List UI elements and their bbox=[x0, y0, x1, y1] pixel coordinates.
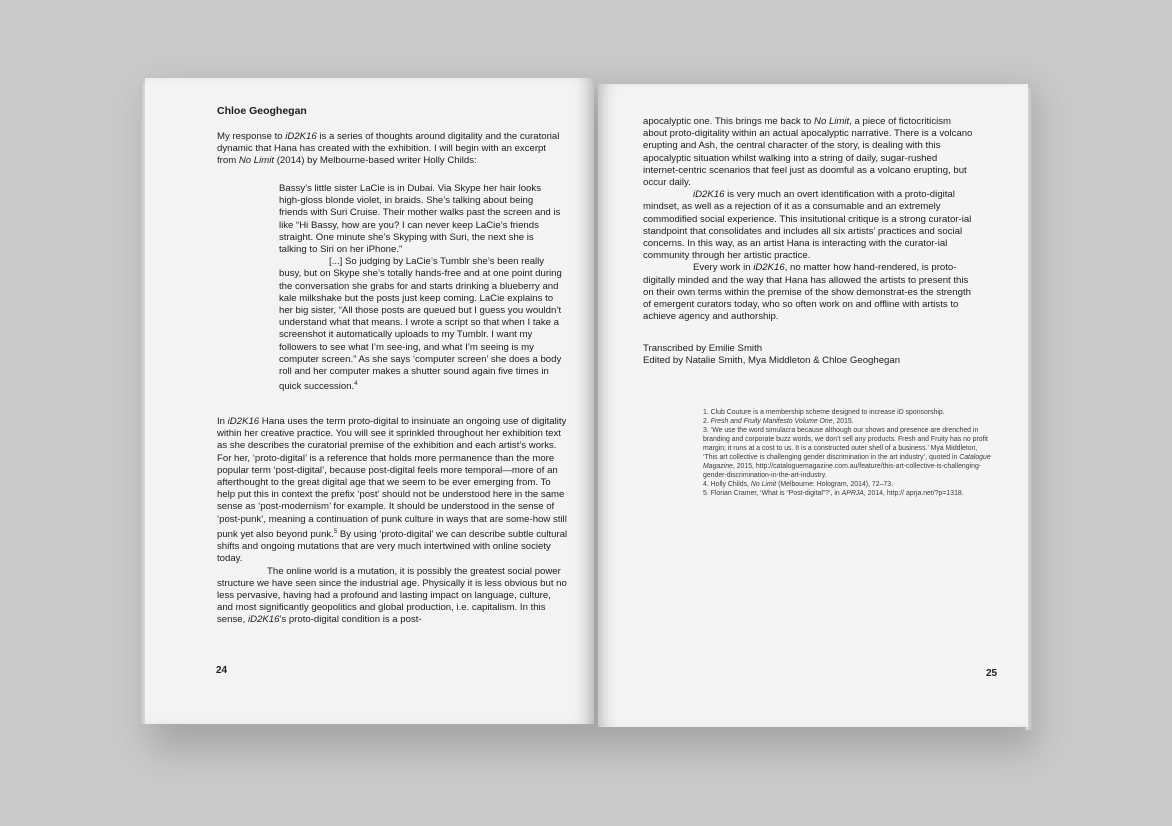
footnote-1: 1. Club Couture is a membership scheme designed to increase iD sponsorship. bbox=[703, 409, 945, 416]
block-quote bbox=[279, 183, 564, 394]
right-paragraph-2: iD2K16 is very much an overt identification with a proto-digital mindset, as well as a rejection of it as a consumable and an extremely commodified social experience. This insitutional critique is a strong curator-ial standpoint that consolidates and includes all six artists’ practices and social concerns. In this way, as an artist Hana is interacting with the curator-ial community through her artistic practice. bbox=[643, 189, 972, 262]
footnote-5: 5. Florian Cramer, ‘What is “Post-digital”?’, in APRJA, 2014, http:// aprja.net/?p=1318. bbox=[703, 490, 964, 497]
body-text bbox=[217, 416, 569, 627]
quote-paragraph-2: [...] So judging by LaCie’s Tumblr she’s been really busy, but on Skype she’s totally hands-free and at one point during the conversation she grabs for and starts drinking a blueberry and kale milkshake but the posts just keep coming. LaCie explains to her big sister, “All those posts are queued but I guess you wouldn’t understand what that means. I wrote a script so that when I take a screenshot it automatically uploads to my Tumblr. I want my followers to see what I’m see-ing, and what I’m seeing is my computer screen.” As she says ‘computer screen’ she does a body roll and her computer makes a shutter sound again five times in quick succession.$^4$ bbox=[279, 256, 562, 393]
body-paragraph-2: The online world is a mutation, it is possibly the greatest social power structure we have seen since the industrial age. Physically it is less obvious but no less pervasive, having had a profound and lasting impact on language, culture, and most significantly geopolitics and global production, i.e. capitalism. In this sense, iD2K16’s proto-digital condition is a post- bbox=[217, 565, 567, 626]
credit-transcribed: Transcribed by Emilie Smith bbox=[643, 343, 763, 354]
body-paragraph-1: In iD2K16 Hana uses the term proto-digital to insinuate an ongoing use of digitality within her creative practice. You will see it sprinkled throughout her exhibition text as she describes the curatorial premise of the exhibition and each artist’s works. For her, ‘proto-digital’ is a reference that holds more permanence than the more popular term ‘post-digital’, because post-digital feels more temporal—more of an afterthought to the great digital age that we seem to be ever emerging from. To help put this in context the prefix ‘post’ should not be understood here in the same sense as ‘post-modernism’ for example. It should be understood in the sense of ‘post-punk’, meaning a continuation of punk culture in ways that are some-how still punk yet also beyond punk.$^5$ By using ‘proto-digital’ we can describe subtle cultural shifts and ongoing mutations that are very much intertwined with online society today. bbox=[217, 416, 568, 565]
footnotes bbox=[703, 408, 993, 498]
quote-paragraph-1: Bassy’s little sister LaCie is in Dubai. Via Skype her hair looks high-gloss blonde violet, in braids. She’s talking about being friends with Suri Cruise. Their mother walks past the screen and is like “Hi Bassy, how are you? I can never keep LaCie’s friends straight. One minute she’s Skyping with Suri, the next she is talking to Siri on her iPhone.” bbox=[279, 183, 561, 256]
footnote-3: 3. ‘We use the word simulacra because although our shows and presence are drenched in branding and corporate buzz words, we don’t sell any products. Fresh and Fruity has no profit margin; it runs at a cost to us. It is a constructed outer shell of a business.’ Mya Middleton, ‘This art collective is challenging gender discrimination in the art industry’, quoted in Catalogue Magazine, 2015, http://cataloguemagazine.com.au/feature/this-art-collective-is-challenging-gender-discrimination-in-the-art-industry. bbox=[703, 427, 991, 479]
left-page bbox=[145, 78, 594, 724]
right-paragraph-1: apocalyptic one. This brings me back to No Limit, a piece of fictocriticism about proto-digitality within an actual apocalyptic narrative. There is a volcano erupting and Ash, the central character of the story, is dealing with this apocalyptic situation whilst walking into a string of daily, sugar-rushed internet-centric scenarios that feel just as doomful as a volcano erupting, but occur daily. bbox=[643, 116, 973, 189]
right-body-text bbox=[643, 116, 973, 323]
page-number-left: 24 bbox=[216, 665, 228, 676]
credit-edited: Edited by Natalie Smith, Mya Middleton & Chloe Geoghegan bbox=[643, 355, 901, 367]
author-heading: Chloe Geoghegan bbox=[217, 105, 307, 117]
page-number-right: 25 bbox=[986, 668, 998, 679]
intro-paragraph: My response to iD2K16 is a series of thoughts around digitality and the curatorial dynamic that Hana has created with the exhibition. I will begin with an excerpt from No Limit (2014) by Melbourne-based writer Holly Childs: bbox=[217, 131, 560, 167]
footnote-2: 2. Fresh and Fruity Manifesto Volume One, 2015. bbox=[703, 418, 854, 425]
right-paragraph-3: Every work in iD2K16, no matter how hand-rendered, is proto-digitally minded and the way that Hana has allowed the artists to present this on their own terms within the premise of the show demonstrat-es the strength of emergent curators today, who so often work on and offline with artists to achieve agency and authorship. bbox=[643, 262, 971, 323]
footnote-ref-4: 4 bbox=[354, 381, 358, 388]
footnote-ref-5: 5 bbox=[333, 528, 338, 535]
credits bbox=[643, 343, 973, 367]
footnote-4: 4. Holly Childs, No Limit (Melbourne: Hologram, 2014), 72–73. bbox=[703, 481, 893, 488]
